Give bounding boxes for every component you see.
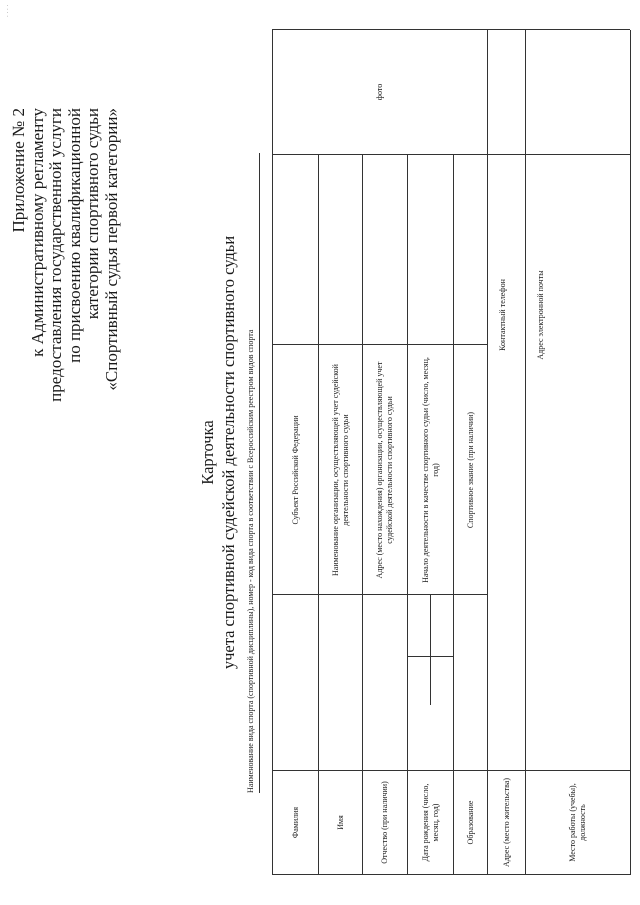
org-name-label: Наименование организации, осуществляющей учет судейской деятельности спортивного судьи [330,364,350,576]
grid-col-4 [272,154,630,155]
table-border-left [272,874,630,875]
sport-line-underline [259,153,260,793]
name-label: Имя [335,815,345,830]
scan-artifact: . . . . [2,4,10,17]
appendix-line-6: «Спортивный судья первой категории» [101,108,121,391]
appendix-number: Приложение № 2 [9,108,28,233]
sport-name-line: Наименование вида спорта (спортивной дисциплины), номер - код вида спорта в соответствии с Всероссийским реестром видов спорта [246,329,255,793]
patronymic-label: Отчество (при наличии) [380,781,389,864]
email-label: Адрес электронной почты [536,270,545,360]
grid-col-3 [272,344,487,345]
appendix-line-5: категории спортивного судьи [83,108,102,320]
education-label: Образование [465,800,475,845]
table-divider-main [487,30,488,875]
start-date-label: Начало деятельности в качестве спортивного судьи (число, месяц, год) [420,357,440,583]
org-address-label: Адрес (место нахождения) организации, осуществляющей учет судейской деятельности спортивного судьи [375,361,394,579]
workplace-label: Место работы (учебы), должность [568,783,587,862]
card-title: Карточка [198,420,217,485]
grid-row-5 [525,30,526,875]
grid-col-2 [272,594,487,595]
home-address-label: Адрес (место жительства) [501,778,511,867]
sport-title-label: Спортивное звание (при наличии) [465,411,475,529]
surname-label: Фамилия [290,806,300,839]
appendix-line-4: по присвоению квалификационной [64,108,84,363]
appendix-line-2: к Административному регламенту [27,108,47,357]
birth-date-label: Дата рождения (число, месяц, год) [420,783,440,862]
date-subcell-line [430,595,431,705]
appendix-header [10,108,121,402]
table-border-bottom [630,30,631,875]
region-label: Субъект Российской Федерации [290,415,300,525]
appendix-line-3: предоставления государственной услуги [46,108,65,402]
card-subtitle: учета спортивной судейской деятельности спортивного судьи [219,235,238,670]
phone-label: Контактный телефон [498,279,507,351]
photo-placeholder: фото [375,83,384,101]
